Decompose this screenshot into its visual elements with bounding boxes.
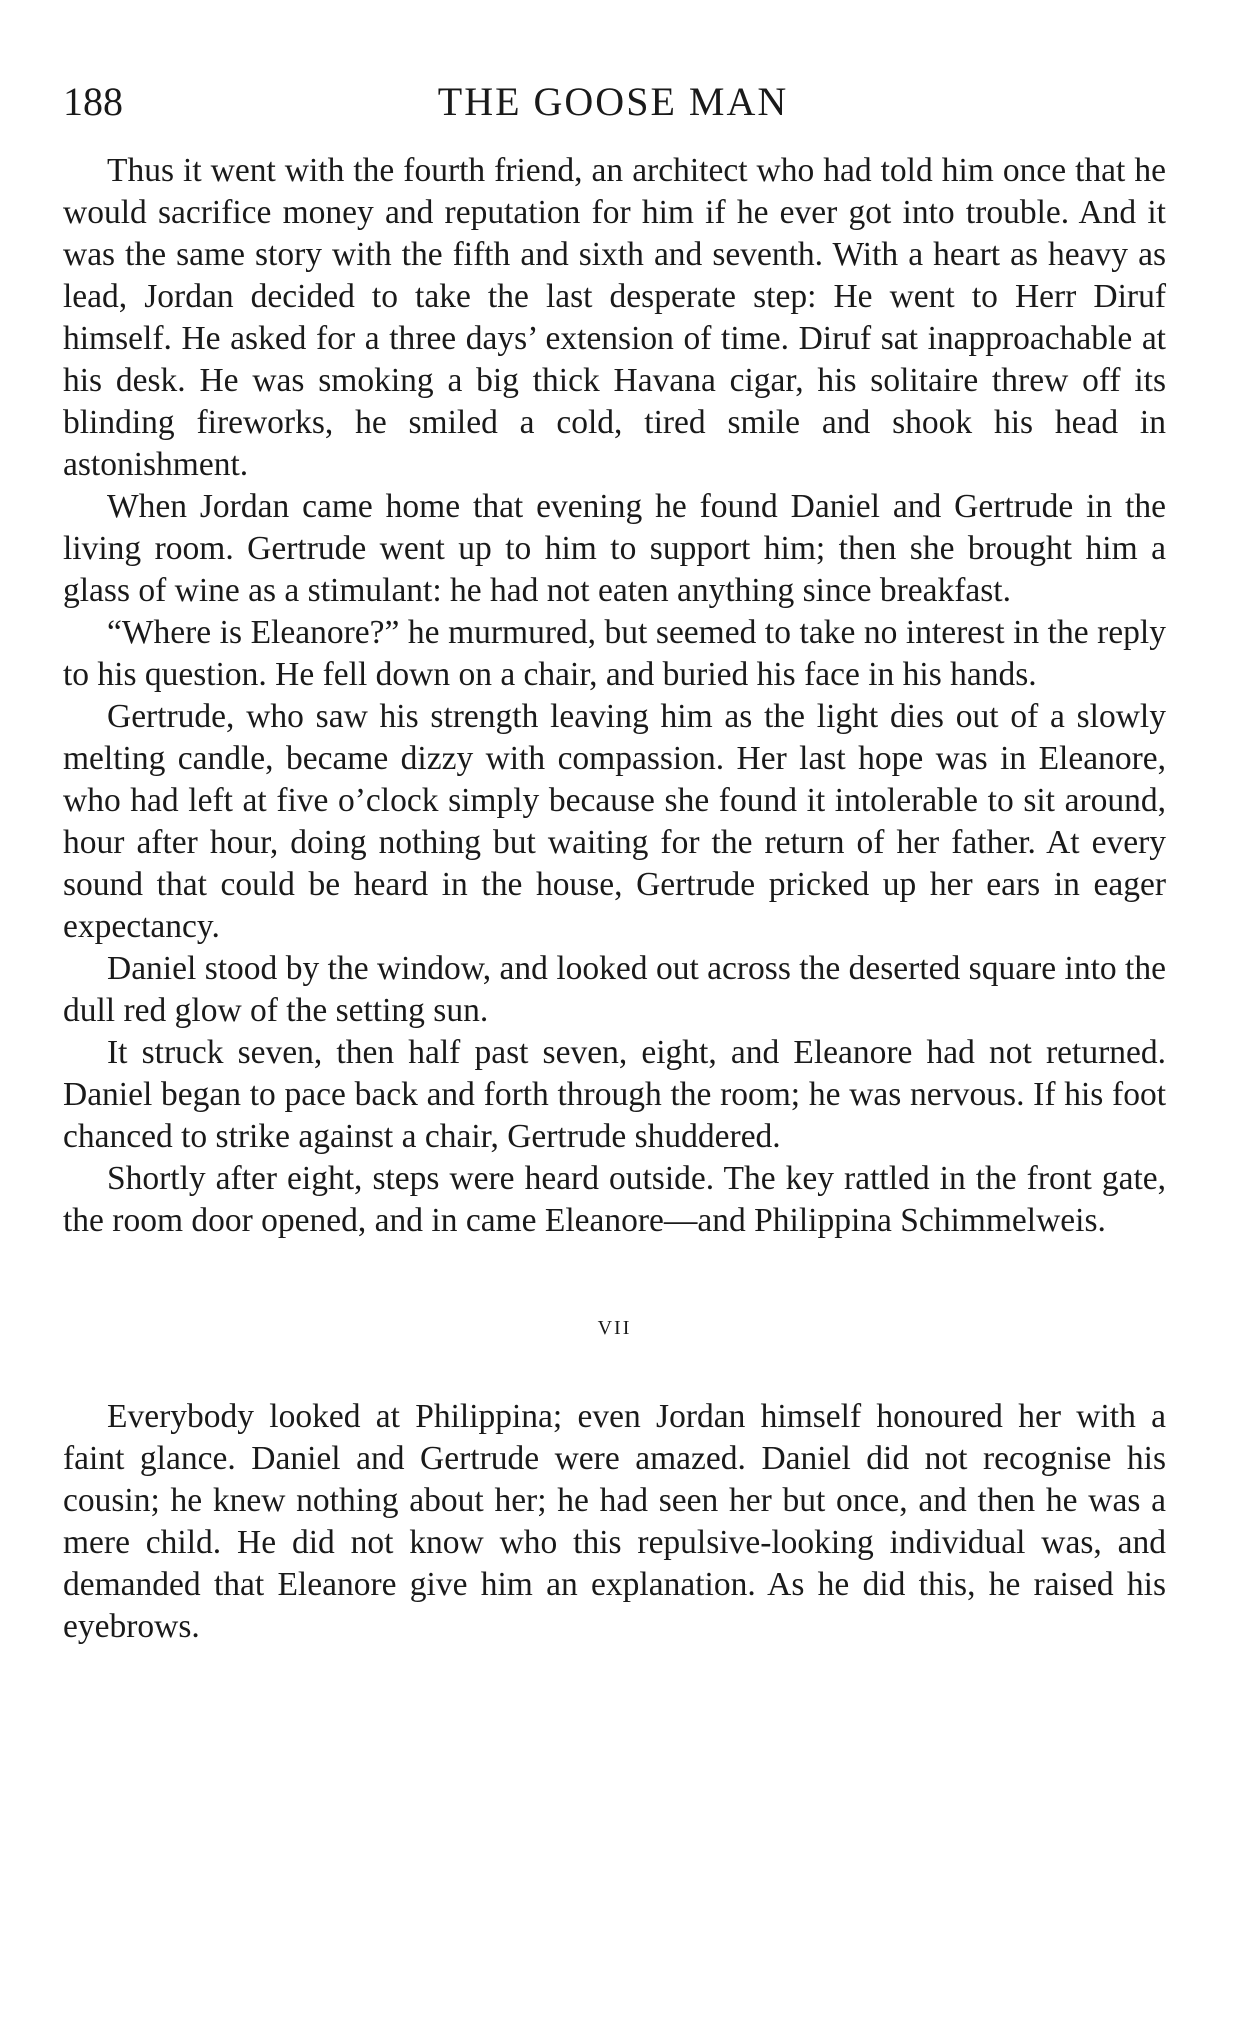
- page-header: [63, 72, 1163, 132]
- paragraph: Daniel stood by the window, and looked out across the deserted square into the dull red glow of the setting sun.: [63, 950, 1166, 1029]
- paragraph: When Jordan came home that evening he found Daniel and Gertrude in the living room. Gertrude went up to him to support him; then she brought him a glass of wine as a stimulant: he had not eaten anything since breakfast.: [63, 488, 1166, 609]
- paragraph: Everybody looked at Philippina; even Jordan himself honoured her with a faint glance. Daniel and Gertrude were amazed. Daniel did not recognise his cousin; he knew nothing about her; he had seen her but once, and then he was a mere child. He did not know who this repulsive-looking individual was, and demanded that Eleanore give him an explanation. As he did this, he raised his eyebrows.: [63, 1398, 1166, 1645]
- paragraph: Thus it went with the fourth friend, an architect who had told him once that he would sacrifice money and reputation for him if he ever got into trouble. And it was the same story with the fifth and sixth and seventh. With a heart as heavy as lead, Jordan decided to take the last desperate step: He went to Herr Diruf himself. He asked for a three days’ extension of time. Diruf sat inapproachable at his desk. He was smoking a big thick Havana cigar, his solitaire threw off its blinding fireworks, he smiled a cold, tired smile and shook his head in astonishment.: [63, 152, 1166, 483]
- section-number: VII: [597, 1317, 632, 1339]
- running-head-title: THE GOOSE MAN: [437, 79, 789, 124]
- paragraph: “Where is Eleanore?” he murmured, but seemed to take no interest in the reply to his question. He fell down on a chair, and buried his face in his hands.: [63, 614, 1166, 693]
- body-text: [63, 150, 1166, 1648]
- paragraph: It struck seven, then half past seven, eight, and Eleanore had not returned. Daniel began to pace back and forth through the room; he was nervous. If his foot chanced to strike against a chair, Gertrude shuddered.: [63, 1034, 1166, 1155]
- page-number: 188: [63, 79, 123, 124]
- paragraph: Shortly after eight, steps were heard outside. The key rattled in the front gate, the room door opened, and in came Eleanore—and Philippina Schimmelweis.: [63, 1160, 1166, 1239]
- paragraph: Gertrude, who saw his strength leaving him as the light dies out of a slowly melting candle, became dizzy with compassion. Her last hope was in Eleanore, who had left at five o’clock simply because she found it intolerable to sit around, hour after hour, doing nothing but waiting for the return of her father. At every sound that could be heard in the house, Gertrude pricked up her ears in eager expectancy.: [63, 698, 1166, 945]
